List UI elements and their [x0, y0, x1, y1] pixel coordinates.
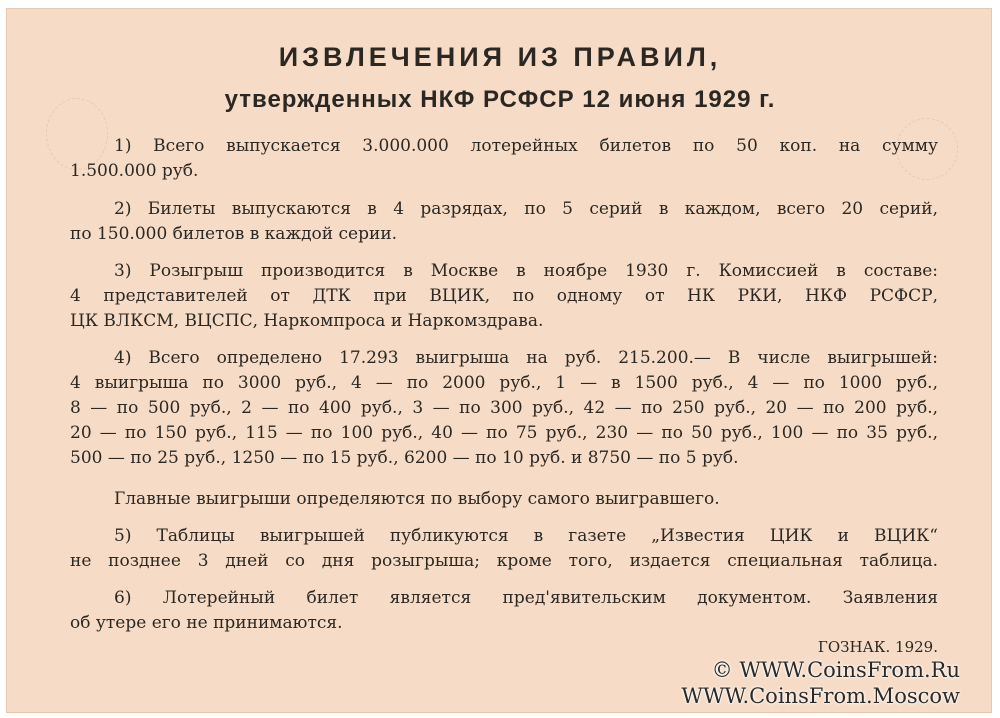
rule-line: 6) Лотерейный билет является пред'явительским документом. Заявления: [114, 588, 938, 608]
rule-line: 1) Всего выпускается 3.000.000 лотерейных билетов по 50 коп. на сумму: [114, 136, 938, 156]
rule-line: 20 — по 150 руб., 115 — по 100 руб., 40 — по 75 руб., 230 — по 50 руб., 100 — по 35 руб.,: [70, 423, 938, 443]
document-heading: ИЗВЛЕЧЕНИЯ ИЗ ПРАВИЛ,: [278, 42, 722, 72]
watermark-line-2: WWW.CoinsFrom.Moscow: [681, 684, 960, 708]
rule-line: 3) Розыгрыш производится в Москве в ноябре 1930 г. Комиссией в составе:: [114, 261, 938, 281]
rule-paragraph-6: [70, 586, 938, 636]
document-subheading: утвержденных НКФ РСФСР 12 июня 1929 г.: [224, 86, 776, 113]
rule-line: не позднее 3 дней со дня розыгрыша; кроме того, издается специальная таблица.: [70, 551, 938, 571]
rule-line: 4 выигрыша по 3000 руб., 4 — по 2000 руб., 1 — в 1500 руб., 4 — по 1000 руб.,: [70, 373, 938, 393]
rule-line: 500 — по 25 руб., 1250 — по 15 руб., 6200 — по 10 руб. и 8750 — по 5 руб.: [70, 448, 739, 468]
rule-line: 4 представителей от ДТК при ВЦИК, по одному от НК РКИ, НКФ РСФСР,: [70, 286, 938, 306]
rule-line: 1.500.000 руб.: [70, 161, 199, 181]
rule-paragraph-4: [70, 346, 938, 471]
rule-line: 4) Всего определено 17.293 выигрыша на руб. 215.200.— В числе выигрышей:: [114, 348, 938, 368]
watermark-line-1: © WWW.CoinsFrom.Ru: [711, 658, 960, 682]
rule-paragraph-note: [70, 487, 938, 512]
rule-paragraph-2: [70, 197, 938, 247]
rule-line: 8 — по 500 руб., 2 — по 400 руб., 3 — по 300 руб., 42 — по 250 руб., 20 — по 200 руб.,: [70, 398, 938, 418]
rule-line: об утере его не принимаются.: [70, 613, 343, 633]
rule-line: Главные выигрыши определяются по выбору самого выигравшего.: [114, 489, 720, 509]
rule-paragraph-5: [70, 524, 938, 574]
rule-line: по 150.000 билетов в каждой серии.: [70, 224, 398, 244]
rule-paragraph-1: [70, 134, 938, 184]
printer-imprint: ГОЗНАК. 1929.: [817, 638, 938, 656]
rule-line: 5) Таблицы выигрышей публикуются в газете „Известия ЦИК и ВЦИК“: [114, 526, 938, 546]
rule-paragraph-3: [70, 259, 938, 334]
rule-line: ЦК ВЛКСМ, ВЦСПС, Наркомпроса и Наркомздрава.: [70, 311, 544, 331]
rule-line: 2) Билеты выпускаются в 4 разрядах, по 5 серий в каждом, всего 20 серий,: [114, 199, 938, 219]
